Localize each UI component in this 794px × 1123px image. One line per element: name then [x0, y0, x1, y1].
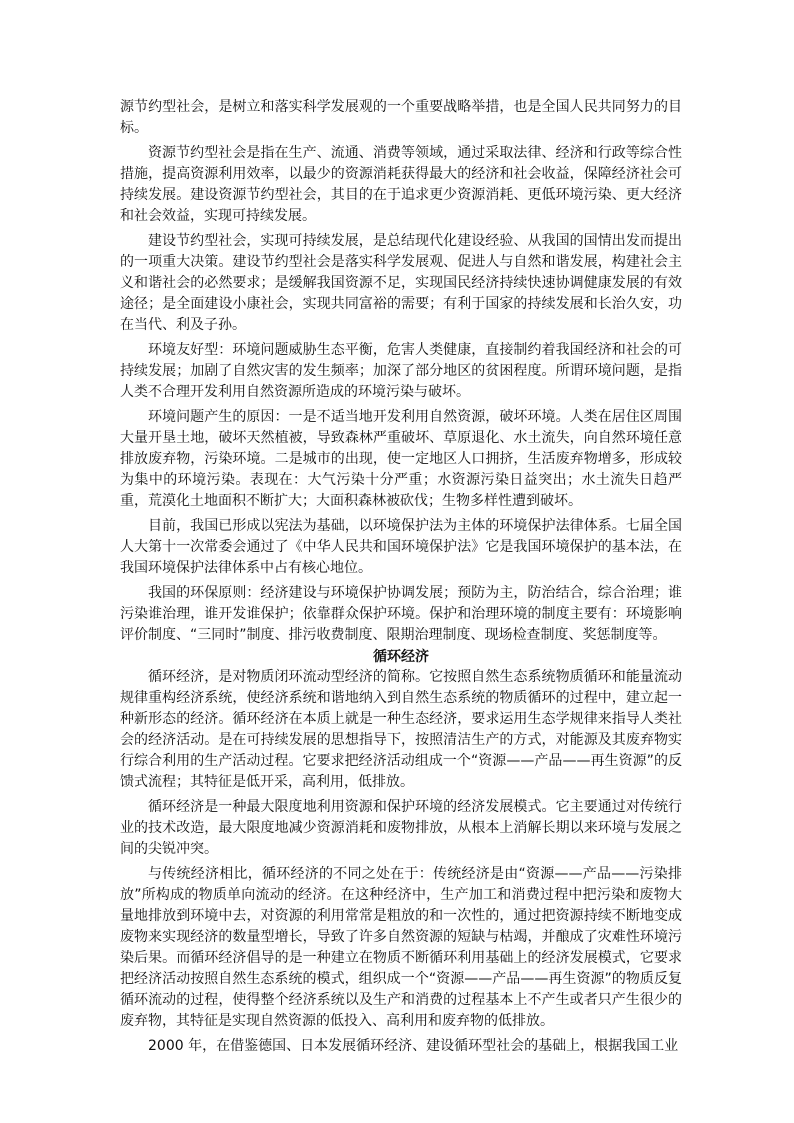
paragraph-environment-principles: 我国的环保原则：经济建设与环境保护协调发展；预防为主，防治结合，综合治理；谁污染谁治理，谁开发谁保护；依靠群众保护环境。保护和治理环境的制度主要有：环境影响评价制度、“三同时”制度、排污收费制度、限期治理制度、现场检查制度、奖惩制度等。 — [120, 585, 682, 643]
paragraph-year-2000: 2000 年，在借鉴德国、日本发展循环经济、建设循环型社会的基础上，根据我国工业 — [148, 1038, 679, 1054]
paragraph-circular-economy-model: 循环经济是一种最大限度地利用资源和保护环境的经济发展模式。它主要通过对传统行业的技术改造，最大限度地减少资源消耗和废物排放，从根本上消解长期以来环境与发展之间的尖锐冲突。 — [120, 799, 682, 857]
section-heading-circular-economy: 循环经济 — [373, 649, 429, 665]
paragraph-circular-vs-traditional: 与传统经济相比，循环经济的不同之处在于：传统经济是由“资源——产品——污染排放”所构成的物质单向流动的经济。在这种经济中，生产加工和消费过程中把污染和废物大量地排放到环境中去，对资源的利用常常是粗放的和一次性的，通过把资源持续不断地变成废物来实现经济的数量型增长，导致了许多自然资源的短缺与枯竭，并酿成了灾难性环境污染后果。而循环经济倡导的是一种建立在物质不断循环利用基础上的经济发展模式，它要求把经济活动按照自然生态系统的模式，组织成一个“资源——产品——再生资源”的物质反复循环流动的过程，使得整个经济系统以及生产和消费的过程基本上不产生或者只产生很少的废弃物，其特征是实现自然资源的低投入、高利用和废弃物的低排放。 — [120, 866, 682, 1029]
paragraph-environment-causes: 环境问题产生的原因：一是不适当地开发利用自然资源，破坏环境。人类在居住区周围大量开垦土地，破坏天然植被，导致森林严重破坏、草原退化、水土流失，向自然环境任意排放废弃物，污染环境。二是城市的出现，使一定地区人口拥挤，生活废弃物增多，形成较为集中的环境污染。表现在：大气污染十分严重；水资源污染日益突出；水土流失日趋严重，荒漠化土地面积不断扩大；大面积森林被砍伐；生物多样性遭到破坏。 — [120, 409, 682, 509]
paragraph-circular-economy-definition: 循环经济，是对物质闭环流动型经济的简称。它按照自然生态系统物质循环和能量流动规律重构经济系统，使经济系统和谐地纳入到自然生态系统的物质循环的过程中，建立起一种新形态的经济。循环经济在本质上就是一种生态经济，要求运用生态学规律来指导人类社会的经济活动。是在可持续发展的思想指导下，按照清洁生产的方式，对能源及其废弃物实行综合利用的生产活动过程。它要求把经济活动组成一个“资源——产品——再生资源”的反馈式流程；其特征是低开采，高利用，低排放。 — [120, 669, 682, 790]
paragraph-environment-law: 目前，我国已形成以宪法为基础，以环境保护法为主体的环境保护法律体系。七届全国人大第十一次常委会通过了《中华人民共和国环境保护法》它是我国环境保护的基本法，在我国环境保护法律体系中占有核心地位。 — [120, 518, 682, 576]
paragraph-continuation: 源节约型社会，是树立和落实科学发展观的一个重要战略举措，也是全国人民共同努力的目标。 — [120, 99, 682, 136]
paragraph-resource-saving-definition: 资源节约型社会是指在生产、流通、消费等领域，通过采取法律、经济和行政等综合性措施，提高资源利用效率，以最少的资源消耗获得最大的经济和社会收益，保障经济社会可持续发展。建设资源节约型社会，其目的在于追求更少资源消耗、更低环境污染、更大经济和社会效益，实现可持续发展。 — [120, 145, 682, 224]
paragraph-environment-friendly: 环境友好型：环境问题威胁生态平衡，危害人类健康，直接制约着我国经济和社会的可持续发展；加剧了自然灾害的发生频率；加深了部分地区的贫困程度。所谓环境问题，是指人类不合理开发利用自然资源所造成的环境污染与破坏。 — [120, 342, 682, 400]
paragraph-sustainable-development: 建设节约型社会，实现可持续发展，是总结现代化建设经验、从我国的国情出发而提出的一项重大决策。建设节约型社会是落实科学发展观、促进人与自然和谐发展，构建社会主义和谐社会的必然要求；是缓解我国资源不足，实现国民经济持续快速协调健康发展的有效途径；是全面建设小康社会，实现共同富裕的需要；有利于国家的持续发展和长治久安，功在当代、利及子孙。 — [120, 233, 682, 333]
